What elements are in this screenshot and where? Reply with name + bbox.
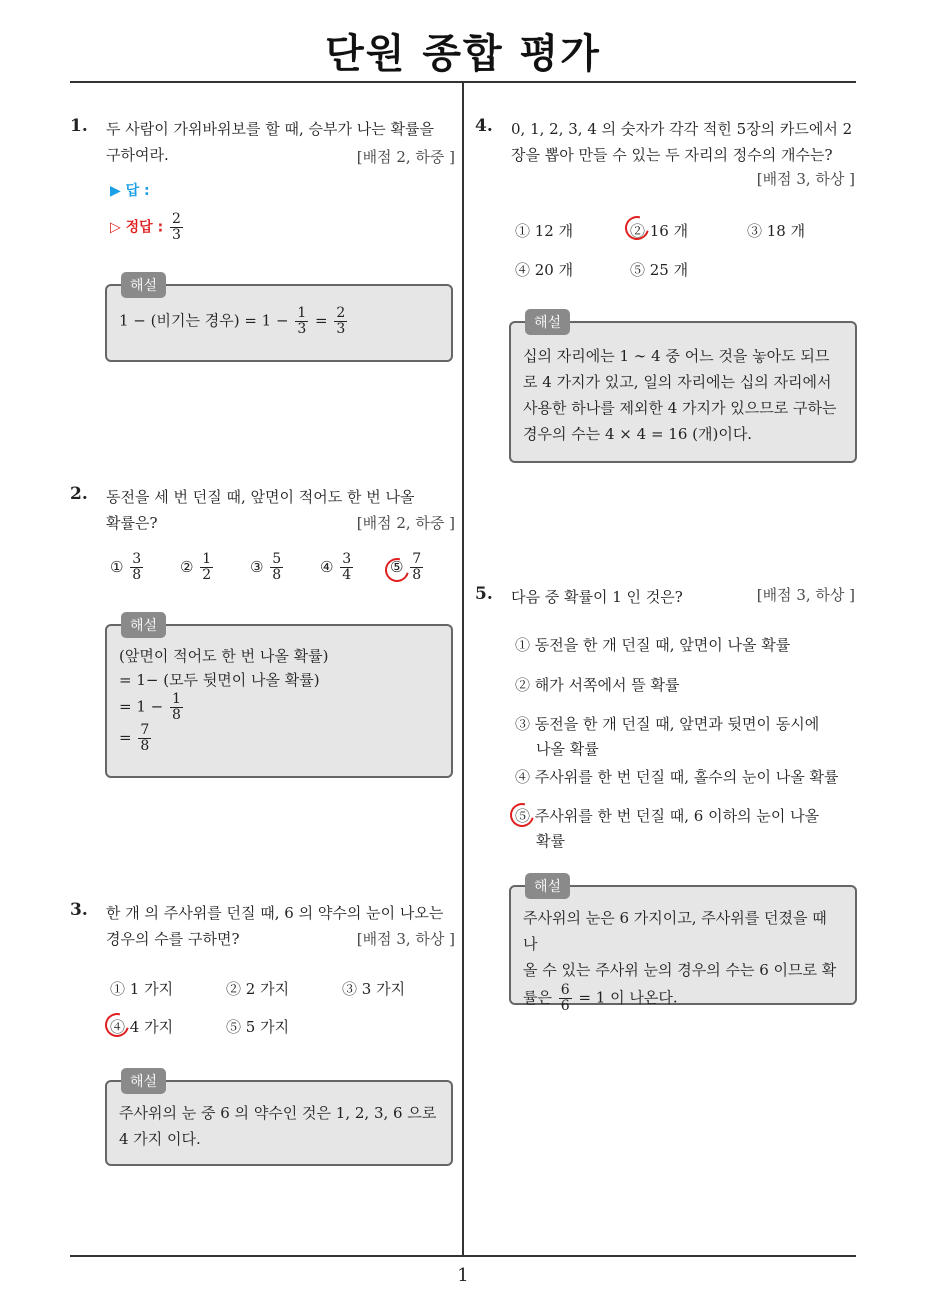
option-2[interactable]: ② 해가 서쪽에서 뜰 확률 [515, 676, 680, 694]
explanation-tag: 해설 [121, 272, 166, 298]
question-number: 4. [475, 116, 493, 136]
fraction: $\frac{1}{3}$ [297, 305, 307, 337]
option-1[interactable]: ① 동전을 한 개 던질 때, 앞면이 나올 확률 [515, 636, 791, 654]
question-text: 두 사람이 가위바위보를 할 때, 승부가 나는 확률을 구하여라. [106, 120, 434, 164]
explanation-text: (앞면이 적어도 한 번 나올 확률) = 1− (모두 뒷면이 나올 확률) = 1 − $\frac{1}{8}$ = $\frac{7}{8}$ [119, 647, 329, 754]
option-3[interactable]: ③ 18 개 [747, 222, 806, 240]
explanation-tag: 해설 [525, 873, 570, 899]
option-4[interactable]: ④ $\frac{3}{4}$ [320, 551, 352, 583]
fraction: $\frac{2}{3}$ [172, 211, 181, 243]
explanation-box-1 [105, 278, 453, 362]
question-text: 0, 1, 2, 3, 4 의 숫자가 각각 적힌 5장의 카드에서 2 장을 뽑아 만들 수 있는 두 자리의 정수의 개수는? [511, 120, 853, 164]
explanation-box-2 [105, 618, 453, 778]
explanation-text: 주사위의 눈 중 6 의 약수인 것은 1, 2, 3, 6 으로 4 가지 이다. [119, 1104, 437, 1148]
explanation-text: 주사위의 눈은 6 가지이고, 주사위를 던졌을 때 나 올 수 있는 주사위 눈의 경우의 수는 6 이므로 확 률은 $\frac{6}{6}$ = 1 이 나온다. [523, 909, 837, 1014]
fraction: $\frac{2}{3}$ [336, 305, 346, 337]
correct-answer: ▷ 정답 : $\frac{2}{3}$ [110, 211, 181, 243]
question-2 [70, 484, 455, 604]
explanation-tag: 해설 [121, 612, 166, 638]
option-4[interactable]: ④ 주사위를 한 번 던질 때, 홀수의 눈이 나올 확률 [515, 768, 839, 786]
option-3[interactable]: ③ 3 가지 [342, 980, 406, 998]
score-meta: [배점 3, 하상 ] [756, 170, 855, 188]
option-1[interactable]: ① 12 개 [515, 222, 574, 240]
explanation-box-4 [509, 315, 857, 463]
question-3 [70, 900, 455, 1045]
option-2[interactable]: ② 16 개 [630, 222, 689, 240]
option-4[interactable]: ④ 4 가지 [110, 1018, 174, 1036]
score-meta: [배점 3, 하상 ] [756, 586, 855, 604]
question-text: 한 개 의 주사위를 던질 때, 6 의 약수의 눈이 나오는 경우의 수를 구하면? [106, 904, 444, 948]
option-5[interactable]: ⑤ 25 개 [630, 261, 689, 279]
question-number: 1. [70, 116, 88, 136]
explanation-tag: 해설 [525, 309, 570, 335]
option-2[interactable]: ② 2 가지 [226, 980, 290, 998]
option-5[interactable]: ⑤ 5 가지 [226, 1018, 290, 1036]
score-meta: [배점 3, 하상 ] [356, 930, 455, 948]
explanation-box-3 [105, 1074, 453, 1166]
option-3[interactable]: ③ 동전을 한 개 던질 때, 앞면과 뒷면이 동시에 나올 확률 [515, 715, 820, 758]
score-meta: [배점 2, 하중 ] [356, 514, 455, 532]
explanation-text: 1 − (비기는 경우) = 1 − $\frac{1}{3}$ = $\frac{2}{3}$ [119, 305, 346, 337]
option-5[interactable]: ⑤ 주사위를 한 번 던질 때, 6 이하의 눈이 나올 확률 [515, 807, 820, 850]
score-meta: [배점 2, 하중 ] [356, 148, 455, 166]
option-1[interactable]: ① $\frac{3}{8}$ [110, 551, 142, 583]
answer-label: ▶ 답 : [110, 183, 150, 199]
column-divider [462, 83, 464, 1256]
page-title: 단원 종합 평가 [325, 31, 601, 77]
question-number: 5. [475, 584, 493, 604]
question-number: 3. [70, 900, 88, 920]
option-2[interactable]: ② $\frac{1}{2}$ [180, 551, 212, 583]
question-text: 동전을 세 번 던질 때, 앞면이 적어도 한 번 나올 확률은? [106, 488, 415, 532]
explanation-text: 십의 자리에는 1 ∼ 4 중 어느 것을 놓아도 되므 로 4 가지가 있고, 일의 자리에는 십의 자리에서 사용한 하나를 제외한 4 가지가 있으므로 구하는 경우의 수는 4 × 4 = 16 (개)이다. [523, 347, 837, 443]
question-number: 2. [70, 484, 88, 504]
explanation-tag: 해설 [121, 1068, 166, 1094]
option-3[interactable]: ③ $\frac{5}{8}$ [250, 551, 282, 583]
question-text: 다음 중 확률이 1 인 것은? [511, 588, 683, 606]
page-number: 1 [457, 1265, 469, 1286]
explanation-box-5 [509, 879, 857, 1014]
bottom-divider [70, 1255, 856, 1257]
question-5 [475, 584, 855, 859]
option-1[interactable]: ① 1 가지 [110, 980, 174, 998]
option-5[interactable]: ⑤ $\frac{7}{8}$ [390, 551, 422, 583]
question-4 [475, 116, 855, 286]
option-4[interactable]: ④ 20 개 [515, 261, 574, 279]
